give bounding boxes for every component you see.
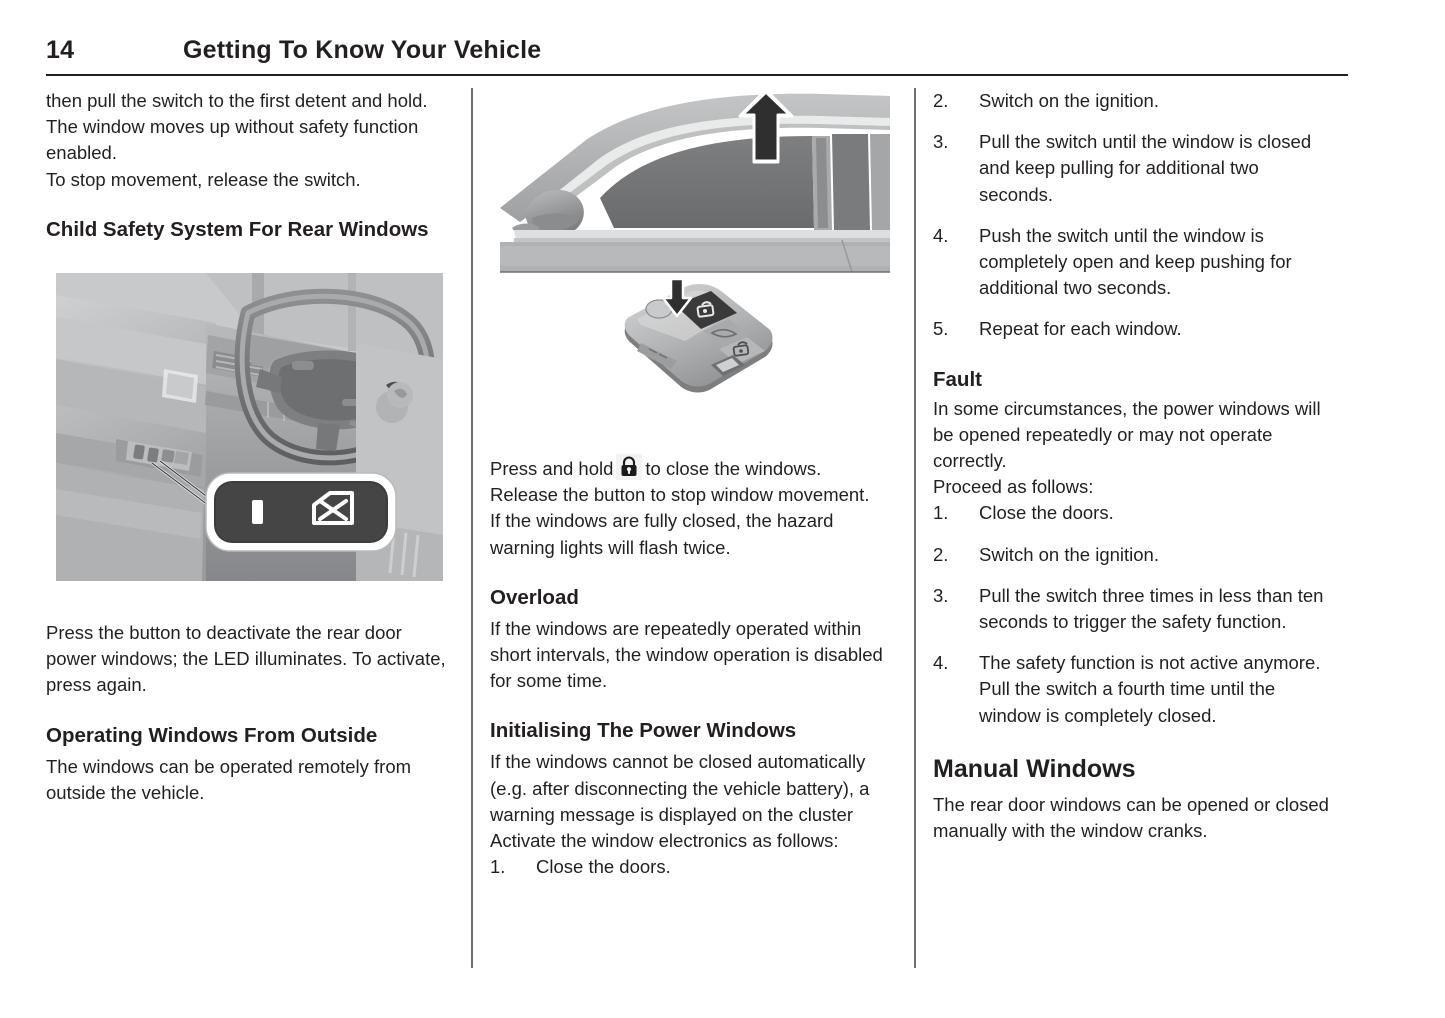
header-rule [46, 74, 1348, 76]
step-number: 3. [933, 584, 949, 606]
list-item [933, 88, 1333, 114]
down-arrow-icon [660, 278, 694, 318]
page-header [46, 36, 1346, 76]
paragraph-manual: The rear door windows can be opened or closed manually with the window cranks. [933, 793, 1329, 842]
step-number: 4. [933, 652, 949, 674]
step-text: Pull the switch three times in less than ten seconds to trigger the safety function. [979, 584, 1324, 633]
figure-car-interior [56, 273, 443, 581]
left-column [46, 88, 446, 248]
list-item [933, 650, 1333, 729]
paragraph-release: Release the button to stop window movement. [490, 484, 870, 506]
paragraph-fault: In some circumstances, the power windows will be opened repeatedly or may not operate correctly. [933, 397, 1321, 472]
heading-overload: Overload [490, 585, 579, 609]
paragraph-overload: If the windows are repeatedly operated within short intervals, the window operation is disabled for some time. [490, 617, 883, 692]
list-item [933, 542, 1333, 568]
heading-child-safety: Child Safety System For Rear Windows [46, 217, 429, 241]
initialising-steps-list [490, 854, 890, 880]
heading-initialising: Initialising The Power Windows [490, 719, 797, 743]
paragraph-press-button: Press the button to deactivate the rear door power windows; the LED illuminates. To activate, press again. [46, 622, 446, 696]
lock-icon [616, 454, 642, 480]
heading-manual-windows: Manual Windows [933, 754, 1136, 783]
list-item [933, 316, 1333, 342]
fault-steps-list [933, 500, 1333, 728]
step-text: Switch on the ignition. [979, 90, 1159, 111]
paragraph-press-and-hold [490, 455, 890, 482]
figure-key-fob [615, 281, 795, 396]
list-item [933, 223, 1333, 302]
page-number: 14 [46, 36, 75, 64]
list-item [933, 500, 1333, 526]
paragraph-proceed: Proceed as follows: [933, 476, 1094, 498]
paragraph-hazard: If the windows are fully closed, the hazard warning lights will flash twice. [490, 510, 834, 558]
page-title: Getting To Know Your Vehicle [183, 36, 542, 64]
step-text: Close the doors. [536, 856, 671, 878]
paragraph-initialising: If the windows cannot be closed automatically (e.g. after disconnecting the vehicle battery), a warning message is displayed on the cluster [490, 751, 870, 825]
heading-operating-outside: Operating Windows From Outside [46, 723, 378, 747]
column-divider-right [914, 88, 916, 968]
step-text: Close the doors. [979, 502, 1114, 524]
callout-switch [206, 473, 396, 551]
step-number: 1. [933, 502, 949, 524]
column-divider-left [471, 88, 473, 968]
step-number: 3. [933, 131, 949, 153]
middle-column [490, 455, 890, 880]
step-number: 5. [933, 318, 949, 340]
step-number: 1. [490, 856, 506, 878]
intro-paragraph: then pull the switch to the first detent and hold. The window moves up without safety function enabled. [46, 90, 428, 164]
step-text: Push the switch until the window is completely open and keep pushing for additional two seconds. [979, 224, 1292, 299]
step-text: The safety function is not active anymore. Pull the switch a fourth time until the window is completely closed. [979, 652, 1321, 726]
list-item [490, 854, 890, 880]
step-text: Switch on the ignition. [979, 543, 1159, 565]
step-number: 4. [933, 224, 949, 246]
list-item [933, 583, 1333, 635]
paragraph-remote: The windows can be operated remotely from outside the vehicle. [46, 755, 412, 803]
step-text: Repeat for each window. [979, 318, 1182, 340]
right-column [933, 88, 1333, 844]
press-and-hold-prefix: Press and hold [490, 458, 614, 479]
left-column-lower [46, 620, 446, 806]
press-and-hold-suffix: to close the windows. [645, 458, 822, 479]
initialising-steps-continued [933, 88, 1333, 343]
paragraph-activate: Activate the window electronics as follows: [490, 830, 839, 852]
heading-fault: Fault [933, 367, 982, 391]
step-number: 2. [933, 90, 949, 111]
step-number: 2. [933, 543, 949, 565]
figure-car-window [490, 88, 890, 278]
step-text: Pull the switch until the window is closed and keep pulling for additional two seconds. [979, 131, 1312, 205]
intro-paragraph-2: To stop movement, release the switch. [46, 168, 361, 190]
list-item [933, 129, 1333, 208]
